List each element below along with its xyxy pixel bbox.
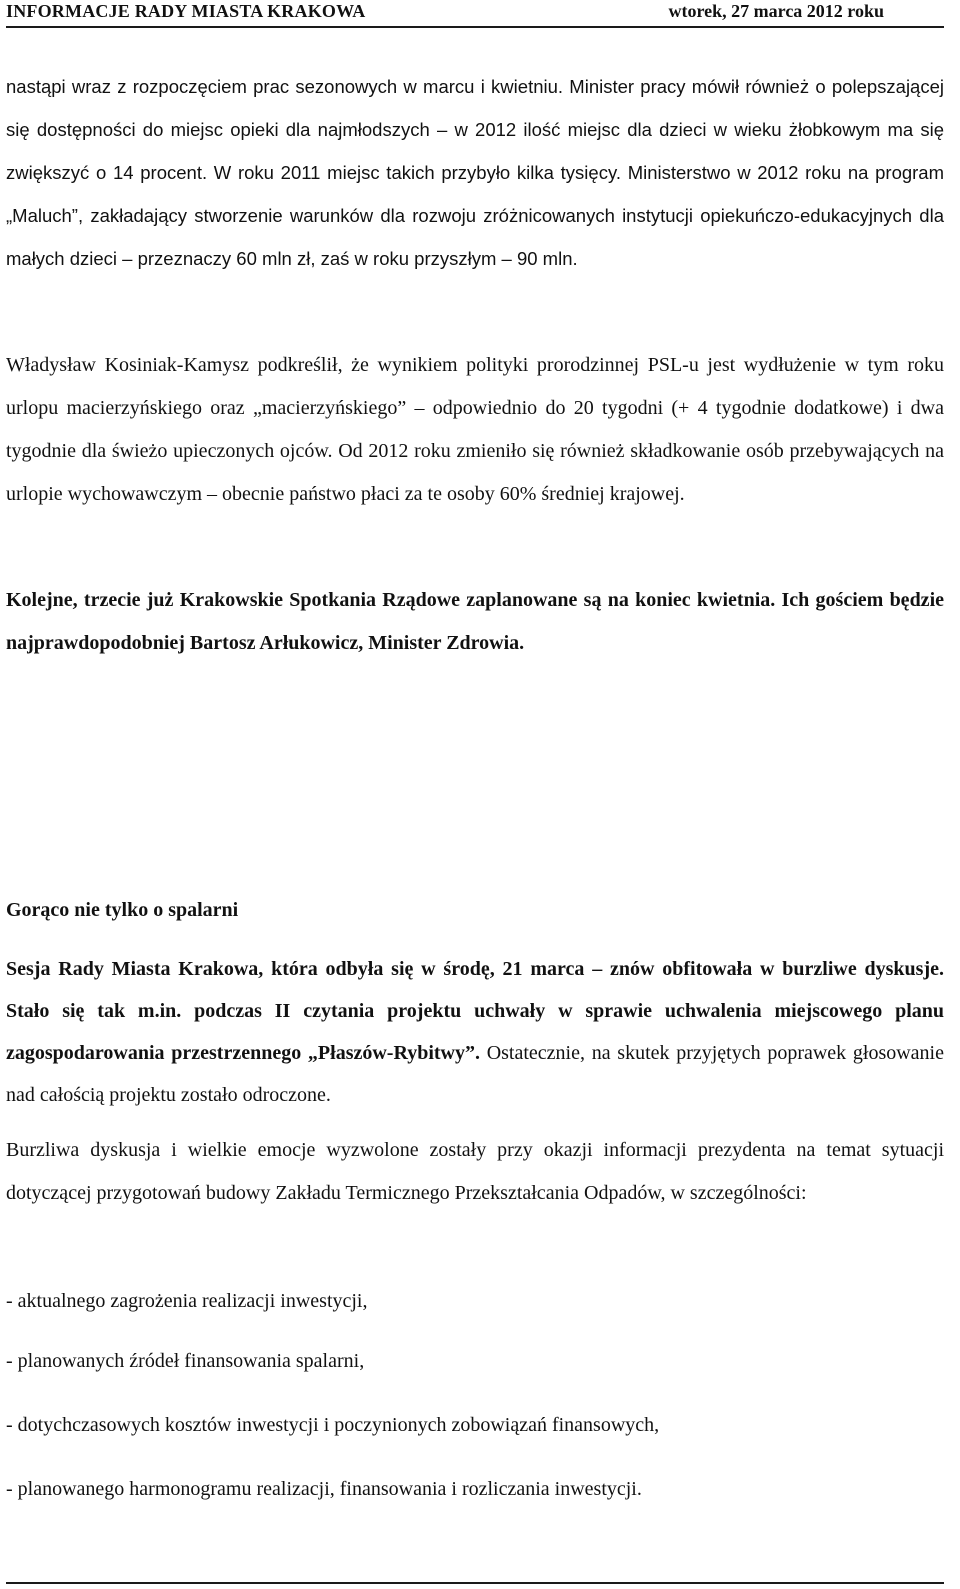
document-page [6,0,944,1589]
list-item: - planowanych źródeł finansowania spalarni, [6,1350,365,1372]
section-title: Gorąco nie tylko o spalarni [6,899,239,921]
paragraph-2: Władysław Kosiniak-Kamysz podkreślił, że wynikiem polityki prorodzinnej PSL-u jest wydłużenie w tym roku urlopu macierzyńskiego oraz „macierzyńskiego” – odpowiednio do 20 tygodni (+ 4 tygodnie dodatkowe) i dwa tygodnie dla świeżo upieczonych ojców. Od 2012 roku zmieniło się również składkowanie osób przebywających na urlopie wychowawczym – obecnie państwo płaci za te osoby 60% średniej krajowej. [6,354,944,505]
publication-title: INFORMACJE RADY MIASTA KRAKOWA [6,1,366,21]
section-lead-bold: Sesja Rady Miasta Krakowa, która odbyła się w środę, 21 marca – znów obfitowała w burzliwe dyskusje. Stało się tak m.in. podczas II czytania projektu uchwały w sprawie uchwalenia miejscowego planu zagospodarowania przestrzennego „Płaszów-Rybitwy”. [6,958,944,1064]
list-item: - planowanego harmonogramu realizacji, finansowania i rozliczania inwestycji. [6,1478,642,1500]
paragraph-1-text: nastąpi wraz z rozpoczęciem prac sezonowych w marcu i kwietniu. Minister pracy mówił również o polepszającej się dostępności do miejsc opieki dla najmłodszych – w 2012 ilość miejsc dla dzieci w wieku żłobkowym ma się zwiększyć o 14 procent. W roku 2011 miejsc takich przybyło kilka tysięcy. [6,76,944,183]
footer-rule [6,1582,944,1584]
section-lead [6,948,944,1116]
paragraph-3: Kolejne, trzecie już Krakowskie Spotkania Rządowe zaplanowane są na koniec kwietnia. Ich gościem będzie najprawdopodobniej Bartosz Arłukowicz, Minister Zdrowia. [6,589,944,654]
page-header [6,0,944,28]
paragraph-1 [6,65,944,280]
paragraph-5: Burzliwa dyskusja i wielkie emocje wyzwolone zostały przy okazji informacji prezydenta na temat sytuacji dotyczącej przygotowań budowy Zakładu Termicznego Przekształcania Odpadów, w szczególności: [6,1139,944,1204]
list-item: - dotychczasowych kosztów inwestycji i poczynionych zobowiązań finansowych, [6,1414,660,1436]
section-lead-regular: Ostatecznie, na skutek przyjętych poprawek głosowanie nad całością projektu zostało odroczone. [6,1042,944,1106]
list-item: - aktualnego zagrożenia realizacji inwestycji, [6,1290,368,1312]
publication-date: wtorek, 27 marca 2012 roku [668,1,884,21]
paragraph-1b-text: Ministerstwo w 2012 roku na program „Maluch”, zakładający stworzenie warunków dla rozwoju zróżnicowanych instytucji opiekuńczo-edukacyjnych dla małych dzieci – przeznaczy 60 mln zł, zaś w roku przyszłym – 90 mln. [6,162,945,269]
